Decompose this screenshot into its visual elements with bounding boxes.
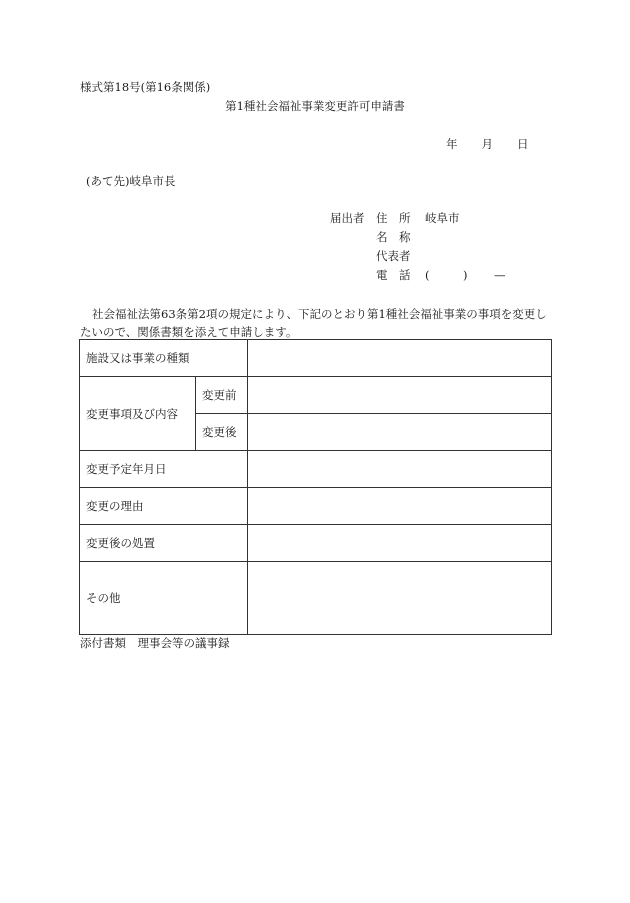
before-field[interactable]	[248, 377, 552, 414]
other-label: その他	[80, 562, 248, 635]
change-items-label: 変更事項及び内容	[80, 377, 196, 451]
reason-label: 変更の理由	[80, 488, 248, 525]
table-row	[80, 451, 552, 488]
before-label: 変更前	[196, 377, 248, 414]
date-year: 年	[446, 137, 458, 151]
after-field[interactable]	[248, 414, 552, 451]
disposition-label: 変更後の処置	[80, 525, 248, 562]
facility-type-field[interactable]	[248, 340, 552, 377]
table-row	[80, 562, 552, 635]
address-value: 岐阜市	[425, 211, 460, 225]
table-row	[80, 377, 552, 414]
facility-type-label: 施設又は事業の種類	[80, 340, 248, 377]
addressee: (あて先)岐阜市長	[86, 174, 176, 188]
scheduled-date-label: 変更予定年月日	[80, 451, 248, 488]
representative-label: 代表者	[376, 249, 411, 263]
phone-close-paren: )	[463, 268, 468, 282]
phone-dash: —	[494, 268, 506, 282]
attachment-note: 添付書類 理事会等の議事録	[80, 636, 230, 650]
address-label: 住 所	[376, 211, 411, 225]
table-row	[80, 488, 552, 525]
phone-label: 電 話	[376, 268, 411, 282]
form-number: 様式第18号(第16条関係)	[80, 80, 211, 94]
table-row	[80, 525, 552, 562]
scheduled-date-field[interactable]	[248, 451, 552, 488]
reason-field[interactable]	[248, 488, 552, 525]
date-month: 月	[481, 137, 493, 151]
disposition-field[interactable]	[248, 525, 552, 562]
table-row	[80, 340, 552, 377]
applicant-label: 届出者	[330, 211, 365, 225]
document-title: 第1種社会福祉事業変更許可申請書	[225, 99, 405, 113]
other-field[interactable]	[248, 562, 552, 635]
after-label: 変更後	[196, 414, 248, 451]
date-day: 日	[517, 137, 529, 151]
application-table	[79, 339, 552, 635]
date-line	[446, 139, 529, 151]
body-text: 社会福祉法第63条第2項の規定により、下記のとおり第1種社会福祉事業の事項を変更したいので、関係書類を添えて申請します。	[80, 307, 547, 339]
name-label: 名 称	[376, 230, 411, 244]
phone-open-paren: (	[425, 268, 430, 282]
